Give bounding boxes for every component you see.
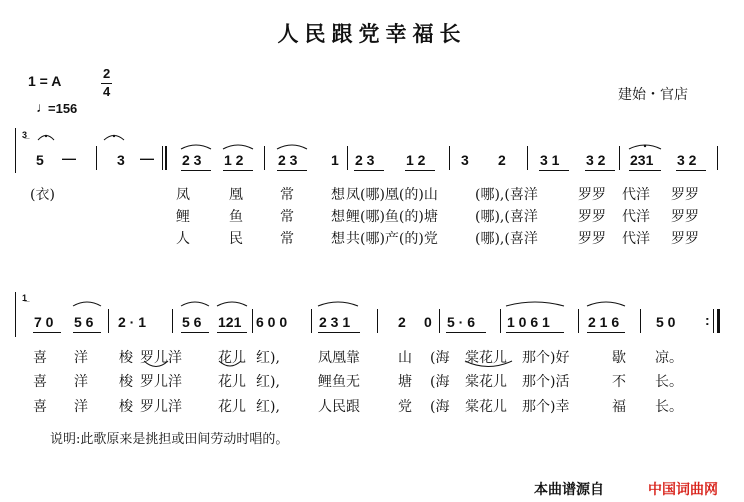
beam-line (217, 332, 247, 333)
beam-line (318, 332, 360, 333)
lyric: 那个)幸 (522, 399, 570, 415)
lyric: 鲤(哪)鱼(的)塘 (346, 209, 438, 225)
lyric: (衣) (30, 187, 55, 203)
lyric: 代洋 (622, 209, 650, 225)
beam-line (73, 332, 101, 333)
rest: 0 (424, 314, 432, 330)
barline (162, 146, 163, 170)
song-origin: 建始・官店 (618, 87, 688, 103)
beam-line (587, 332, 625, 333)
beam-line (33, 332, 61, 333)
repeat-barline (165, 146, 167, 170)
lyric: 鲤 (176, 209, 190, 225)
note-group: 2 3 1 (319, 314, 351, 330)
barline (578, 309, 579, 333)
lyric: 罗罗 (578, 187, 606, 203)
barline (717, 146, 718, 170)
lyric: 凤(哪)凰(的)山 (346, 187, 438, 203)
lyric: 罗罗 (578, 209, 606, 225)
lyric: 喜 (33, 399, 47, 415)
lyric: 红), (256, 374, 280, 390)
lyric: 罗罗 (671, 187, 699, 203)
barline (377, 309, 378, 333)
lyric: 喜 (33, 350, 47, 366)
barline (108, 309, 109, 333)
lyric: 红), (256, 399, 280, 415)
lyric: 梭 (119, 374, 133, 390)
note-group: 5 6 (182, 314, 202, 330)
barline (264, 146, 265, 170)
lyric: 塘 (398, 374, 412, 390)
note-group: 3 2 (586, 152, 606, 168)
lyric: 常 (280, 209, 294, 225)
lyric: (哪),(喜洋 (475, 231, 538, 247)
lyric: 党 (398, 399, 412, 415)
time-signature-bottom: 4 (103, 84, 111, 99)
lyric: 长。 (655, 399, 683, 415)
lyric: 棠花儿 (465, 374, 507, 390)
lyric: 洋 (74, 374, 88, 390)
barline (172, 309, 173, 333)
note-group: 2 1 6 (588, 314, 620, 330)
lyric: 山 (398, 350, 412, 366)
lyric: 罗儿洋 (140, 350, 182, 366)
key-signature: 1 = A (28, 73, 62, 89)
note-group: 7 0 (34, 314, 54, 330)
lyric: 梭 (119, 350, 133, 366)
note-group: 3 1 (540, 152, 560, 168)
lyric: 代洋 (622, 187, 650, 203)
lyric: 凤凰靠 (318, 350, 360, 366)
lyric: (海 (430, 374, 450, 390)
beam-line (405, 170, 435, 171)
beam-line (354, 170, 384, 171)
barline (96, 146, 97, 170)
lyric: 花儿 (218, 374, 246, 390)
note-group: 5 0 (656, 314, 676, 330)
barline (640, 309, 641, 333)
beam-line (506, 332, 564, 333)
quarter-note-icon: ♩ (36, 99, 50, 115)
lyric: 鲤鱼无 (318, 374, 360, 390)
lyric: 那个)好 (522, 350, 570, 366)
barline (252, 309, 253, 333)
lyric: 凰 (229, 187, 243, 203)
lyric: 洋 (74, 350, 88, 366)
lyric: 凉。 (655, 350, 683, 366)
pickup-fraction: 3̲ (22, 130, 28, 140)
dash: — (62, 150, 76, 166)
source-site-link[interactable]: 中国词曲网 (648, 482, 718, 498)
barline (347, 146, 348, 170)
lyric: 歇 (612, 350, 626, 366)
lyric: 民 (229, 231, 243, 247)
note-group: 5 6 (74, 314, 94, 330)
lyric: 那个)活 (522, 374, 570, 390)
beam-line (629, 170, 661, 171)
note-group: 121 (218, 314, 242, 330)
lyric: 罗罗 (671, 231, 699, 247)
beam-line (277, 170, 307, 171)
lyric: 想 (331, 187, 345, 203)
lyric: 花儿 (218, 399, 246, 415)
pickup-fraction: 1̲ (22, 293, 28, 303)
note-group: 2 3 (278, 152, 298, 168)
note: 2 (498, 152, 506, 168)
note: 1 (331, 152, 339, 168)
beam-line (676, 170, 706, 171)
note: 5 (36, 152, 44, 168)
footnote: 说明:此歌原来是挑担或田间劳动时唱的。 (50, 432, 289, 447)
lyric: 罗罗 (578, 231, 606, 247)
beam-line (181, 170, 211, 171)
lyric: 长。 (655, 374, 683, 390)
lyric: 喜 (33, 374, 47, 390)
note-group: 1 0 6 1 (507, 314, 550, 330)
lyric: 罗罗 (671, 209, 699, 225)
lyric: 人 (176, 231, 190, 247)
lyric: 常 (280, 187, 294, 203)
lyric: 人民跟 (318, 399, 360, 415)
note-group: 1 2 (224, 152, 244, 168)
barline (527, 146, 528, 170)
song-title: 人民跟党幸福长 (277, 22, 467, 46)
beam-line (539, 170, 569, 171)
note: 3 (117, 152, 125, 168)
note-group: 3 2 (677, 152, 697, 168)
lyric: 想 (331, 231, 345, 247)
note-group: 231 (630, 152, 654, 168)
lyric: 不 (612, 374, 626, 390)
staff-start-line (15, 292, 16, 337)
note-group: 2 3 (355, 152, 375, 168)
lyric: (哪),(喜洋 (475, 187, 538, 203)
lyric: 代洋 (622, 231, 650, 247)
end-barline (713, 309, 714, 333)
beam-line (585, 170, 615, 171)
beam-line (223, 170, 253, 171)
note-group: 5 · 6 (447, 314, 476, 330)
lyric: (海 (430, 350, 450, 366)
note-group: 6 0 0 (256, 314, 288, 330)
beam-line (446, 332, 486, 333)
note: 3 (461, 152, 469, 168)
barline (439, 309, 440, 333)
note: 2 (398, 314, 406, 330)
lyric: 福 (612, 399, 626, 415)
lyric: (海 (430, 399, 450, 415)
staff-start-line (15, 128, 16, 173)
lyric: 红), (256, 350, 280, 366)
lyric: 花儿 (218, 350, 246, 366)
note-group: 1 2 (406, 152, 426, 168)
lyric: 罗儿洋 (140, 374, 182, 390)
lyric: 想 (331, 209, 345, 225)
lyric: 鱼 (229, 209, 243, 225)
repeat-dots: : (705, 312, 710, 328)
tempo-marking: =156 (48, 101, 78, 116)
lyric: 共(哪)产(的)党 (346, 231, 438, 247)
time-signature-top: 2 (103, 66, 111, 81)
lyric: 罗儿洋 (140, 399, 182, 415)
beam-line (181, 332, 209, 333)
dash: — (140, 150, 154, 166)
lyric: 棠花儿 (465, 350, 507, 366)
lyric: 常 (280, 231, 294, 247)
end-barline-thick (717, 309, 720, 333)
barline (500, 309, 501, 333)
barline (619, 146, 620, 170)
source-label: 本曲谱源自 (534, 482, 604, 498)
note-group: 2 3 (182, 152, 202, 168)
lyric: 梭 (119, 399, 133, 415)
lyric: 棠花儿 (465, 399, 507, 415)
lyric: 凤 (176, 187, 190, 203)
barline (449, 146, 450, 170)
lyric: (哪),(喜洋 (475, 209, 538, 225)
lyric: 洋 (74, 399, 88, 415)
barline (311, 309, 312, 333)
note-group: 2 · 1 (118, 314, 147, 330)
